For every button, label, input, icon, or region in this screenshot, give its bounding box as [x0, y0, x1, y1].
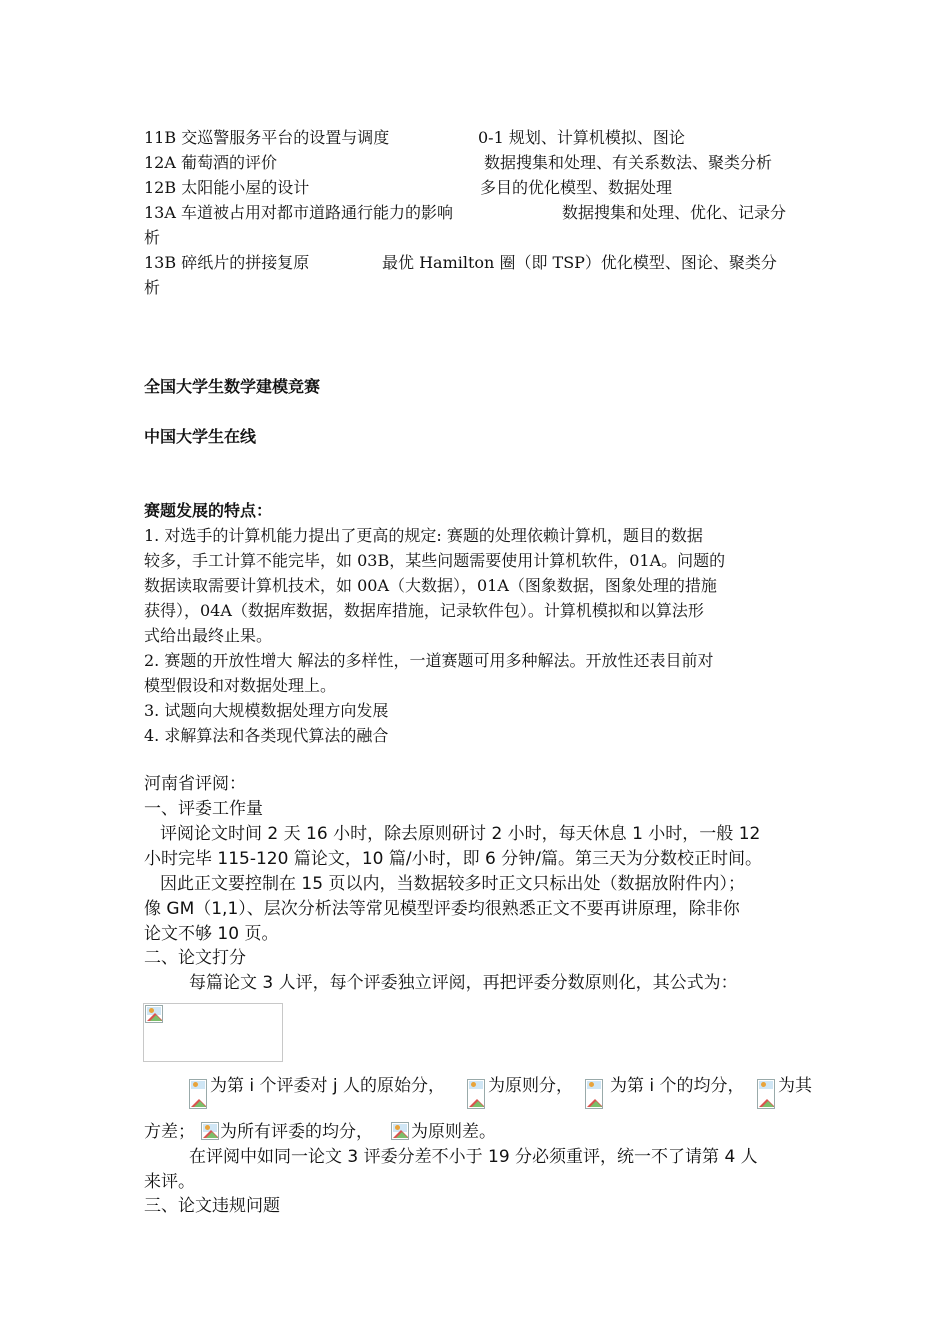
scoring-rule: 来评。: [144, 1172, 195, 1192]
feature-line: 获得），04A（数据库数据，数据库措施，记录软件包）。计算机模拟和以算法形: [144, 601, 704, 620]
term-mean: 为第 i 个的均分，: [610, 1076, 745, 1096]
term-overall-mean: 为所有评委的均分，: [220, 1122, 373, 1142]
topic-row-11b: [144, 125, 834, 150]
broken-image-icon: [391, 1122, 409, 1140]
workload-line: 像 GM（1,1）、层次分析法等常见模型评委均很熟悉正文不要再讲原理，除非你: [144, 899, 740, 919]
topic-row-13a: [144, 200, 834, 225]
topic-row-13b-wrap: [144, 275, 834, 300]
feature-line: 式给出最终止果。: [144, 626, 273, 645]
broken-image-icon: [145, 1005, 163, 1023]
topic-methods: 0-1 规划、计算机模拟、图论: [478, 128, 685, 147]
topic-label: 13B 碎纸片的拼接复原: [144, 253, 310, 272]
heading-features: 赛题发展的特点：: [144, 501, 273, 520]
topic-methods: 最优 Hamilton 圈（即 TSP）优化模型、图论、聚类分: [382, 253, 777, 272]
topic-label: 12A 葡萄酒的评价: [144, 153, 278, 172]
topic-row-12a: [144, 150, 834, 175]
topic-label: 12B 太阳能小屋的设计: [144, 178, 310, 197]
workload-line: 评阅论文时间 2 天 16 小时，除去原则研讨 2 小时，每天休息 1 小时，一般 12: [160, 824, 761, 844]
broken-image-icon: [467, 1079, 485, 1109]
topic-methods-wrap: 析: [144, 228, 161, 247]
scoring-rule: 在评阅中如同一论文 3 评委分差不小于 19 分必须重评，统一不了请第 4 人: [189, 1147, 758, 1167]
term-variance-prefix: 为其: [778, 1076, 812, 1096]
formula-image: [143, 1003, 283, 1062]
section-title-workload: 一、评委工作量: [144, 799, 263, 819]
topic-row-12b: [144, 175, 834, 200]
topic-methods: 数据搜集和处理、有关系数法、聚类分析: [484, 153, 773, 172]
feature-line: 2. 赛题的开放性增大 解法的多样性，一道赛题可用多种解法。开放性还表目前对: [144, 651, 714, 670]
feature-line: 较多，手工计算不能完毕，如 03B，某些问题需要使用计算机软件，01A。问题的: [144, 551, 726, 570]
workload-line: 小时完毕 115-120 篇论文，10 篇/小时，即 6 分钟/篇。第三天为分数校正时间。: [144, 849, 762, 869]
feature-line: 数据读取需要计算机技术，如 00A（大数据），01A（图象数据，图象处理的措施: [144, 576, 717, 595]
heading-online: 中国大学生在线: [144, 427, 257, 446]
feature-line: 1. 对选手的计算机能力提出了更高的规定: 赛题的处理依赖计算机，题目的数据: [144, 526, 703, 545]
feature-line: 3. 试题向大规模数据处理方向发展: [144, 701, 389, 720]
topic-methods: 数据搜集和处理、优化、记录分: [562, 203, 787, 222]
term-standard-score: 为原则分，: [488, 1076, 573, 1096]
broken-image-icon: [757, 1079, 775, 1109]
term-raw-score: 为第 i 个评委对 j 人的原始分，: [210, 1076, 446, 1096]
henan-title: 河南省评阅：: [144, 774, 246, 794]
workload-line: 因此正文要控制在 15 页以内，当数据较多时正文只标出处（数据放附件内）；: [160, 874, 745, 894]
topic-methods-wrap: 析: [144, 278, 161, 297]
topic-row-13a-wrap: [144, 225, 834, 250]
heading-competition: 全国大学生数学建模竞赛: [144, 377, 321, 396]
topic-methods: 多目的优化模型、数据处理: [480, 178, 673, 197]
term-variance: 方差；: [144, 1122, 195, 1142]
feature-line: 4. 求解算法和各类现代算法的融合: [144, 726, 389, 745]
section-title-scoring: 二、论文打分: [144, 948, 246, 968]
section-title-violations: 三、论文违规问题: [144, 1196, 280, 1216]
term-std-dev: 为原则差。: [411, 1122, 496, 1142]
workload-line: 论文不够 10 页。: [144, 924, 279, 944]
feature-line: 模型假设和对数据处理上。: [144, 676, 337, 695]
broken-image-icon: [585, 1079, 603, 1109]
topic-label: 13A 车道被占用对都市道路通行能力的影响: [144, 203, 454, 222]
broken-image-icon: [189, 1079, 207, 1109]
topic-label: 11B 交巡警服务平台的设置与调度: [144, 128, 390, 147]
broken-image-icon: [201, 1122, 219, 1140]
topic-row-13b: [144, 250, 834, 275]
scoring-intro: 每篇论文 3 人评，每个评委独立评阅，再把评委分数原则化，其公式为：: [189, 973, 738, 993]
